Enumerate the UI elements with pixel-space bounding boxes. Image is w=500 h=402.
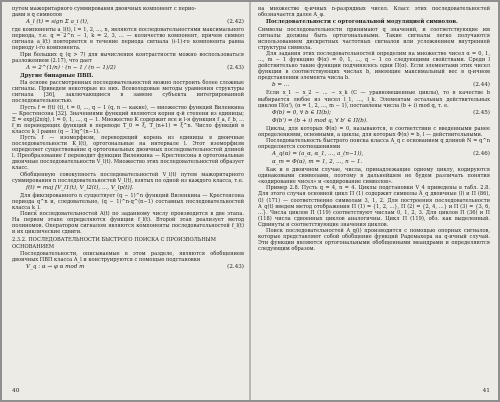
paragraph: При больших q (q > 7) для вычисления контрастности можно воспользоваться разложением (2.17), что дает <box>12 51 244 64</box>
equation-2-44 <box>26 185 244 192</box>
left-page <box>12 6 244 396</box>
equation-2-46 <box>272 151 490 158</box>
right-page <box>258 6 490 396</box>
equation-text: V_q : α → φ α mod m <box>26 264 85 270</box>
equation-number: (2.43) <box>227 64 244 71</box>
equation-number: (2.44) <box>473 82 490 89</box>
paragraph: На основе рассмотренных последовательностей можно построить более сложные сигналы. Приведем некоторые из них. Всеволодовые методы уравнения структуры сигнала [36], заключающиеся в замене субъекта интегрированной последовательностью. <box>12 80 244 105</box>
paragraph: Как и в двоичном случае, числа, принадлежащие одному циклу, кодируются одинаковыми символами, поэтому в дальнейшем не будем различать понятия «кодирование чисел» и «кодирование символов». <box>258 167 490 186</box>
equation-text: b = ... <box>272 82 290 89</box>
equation-text: Λ ≈ 2^(1/n) · (n − 1 / (n − 1)/2) <box>26 64 116 71</box>
equation-text: f(t) = maj [V_l1(t), V_l2(t), ..., V_lp(t)]. <box>26 184 134 191</box>
paragraph: Пусть f — изоморфизм, переводящий корень из единицы в двоичные последовательности K_l(t), ортогональные на интервале l. Этот изоморфизм определяет существование q ортогональных двоичных последовательностей длиной l. Преобразование f переводит функции Виленкина — Крестенсона в ортогональные двоичные последовательности V_l(t). Множество этих последовательностей образует класс. <box>12 135 244 172</box>
equation-2-44 <box>272 82 490 89</box>
section-heading: Другие бинарные ПВП. <box>20 72 94 79</box>
paragraph: на множестве q-ичных n-разрядных чисел. Класс этих последовательностей обозначается далее A_φ. <box>258 6 490 19</box>
equation-2-43 <box>26 65 244 72</box>
paragraph: где компоненты a_l(t), l = 1, 2, ..., n, являются последовательностями максимального периода, т.е. q = 2^n − 1, k = 2, 3, ... — количество компонент, причем символ сигнала a_l(t) повторяется в течение периода сигнала (i-1)-го компонента равна периоду i-го компонента. <box>12 27 244 52</box>
equation-number: (2.46) <box>473 151 490 158</box>
paragraph: Пусть f = f(t) (t), t = 0, ..., q − 1 (q, n — какие), — множество функций Виленкина — Крестенсона [32]. Значениями функций являются корни q-й степени из единицы; Ξ = exp(j2π/q), l = 0, 1, ..., q − 1. Множество K содержит все и l-я функция f_a, f_b, ... f_m переводящих функций в переводе T_0 = ξ, T_(n+1) = ξ^n. Число функций в классе k_l равно (q − 1)q^(n−1). <box>12 104 244 135</box>
example-paragraph: Пример 2.8. Пусть q = 4, n = 4. Циклы подстановки V_4 приведены в табл. 2.8. Для этого случая основной цикл Π (1) содержит символы A_q двоичные (l) и Π (86), (l) (171) — соответственно символам 3, 1, 2. Для построения последовательности A_q(t) введем метод отображения Π (1) = {1, 2, ...}, Π (2) = {2, 4, ...} и Π (3) = {3, 6, ...}. Числа циклов Π (119) соответствуют числам 0, 1, 2, 3. Для циклов Π (36) и Π (118) числа сдвоенных циклов аналогичны. Цикл Π (119), обз. как выделенный. Сдвинуты и соответствующие значения циклов. <box>258 185 490 228</box>
equation-number: (2.42) <box>227 19 244 26</box>
equation-text: Φ(b) = 0, ∀ b ∈ Π(b); <box>272 109 332 116</box>
paragraph: Для задания этих последовательностей определим на множестве чисел α = 0, 1, ..., m − 1 функцию Φ(α) = 0, 1, ..., q − 1 со следующими свойствами. Среди l действительно такие функции подчинялось одни Π(α). Если элементами этих чисел функции в соответствующих числах b, имеющие максимальный вес в q-ичном представлении элемента числа b. <box>258 50 490 82</box>
paragraph: Циклы, для которых Φ(α) = 0, называются, в соответствии с введенными ранее определениями, основными, а циклы, для которых Φ(α) = b, l — действительными. <box>258 125 490 138</box>
equation-text: α_m = Φ(α), m = 1, 2, ..., n − 1. <box>272 159 363 166</box>
paragraph: Символы последовательности принимают q значений, и соответствующие им сигналы должны быть ортогональными. Такие сигналы легко получаются использованием дискретных частотных сигналов или усложнением внутренней структуры символа. <box>258 26 490 51</box>
equation-2-46-line-2 <box>272 159 490 166</box>
equation-text: Φ(b') = (b + i) mod q, ∀ b' ∈ Π(b). <box>272 117 368 124</box>
book-spread <box>2 2 498 400</box>
paragraph: путем мажоритарного суммирования двоичных компонент с перио- дами в q символов <box>12 6 197 19</box>
equation-2-45-line-2 <box>272 118 490 125</box>
paragraph: Если x_1 − x_2 − ... − x_k (C — уравновешенные циклы), то в качестве b выбирается любое из чисел l_1, ..., l_k. Элементам остальных действительных циклов Π(α'), (α = 1, 2, ..., m − 1), поставлены числа (b + i) mod q, т. е. <box>258 90 490 109</box>
equation-number: (2.43) <box>227 264 244 270</box>
paragraph: Поиск последовательностей A(t) по заданному числу производится в две этапа. На первом этапе определяются функции f_l(t). Второй этап реализует метод полиномов. Оператором сигналом являются компоненты последовательностей f_l(t) и их циклические сдвиги. <box>12 211 244 236</box>
equation-2-42 <box>26 19 244 26</box>
paragraph: Последовательность быстрого поиска класса A_q с основанием q длиной N = q^n определяется соотношениями <box>258 137 490 150</box>
paragraph: Последовательности, описываемые в этом разделе, являются обобщением двоичных ПВП класса A_l и конструируются с помощью подстановки <box>12 250 244 263</box>
equation-text: A_l (t) = sign Σ a_i (t), <box>26 19 89 26</box>
page-number: 40 <box>12 388 20 394</box>
paragraph: Обобщенную совокупность последовательностей V_l(t) путем мажоритарного суммирования n последовательностей V_l(t), взятых по одной из каждого класса, т.е. <box>12 171 244 184</box>
page-number: 41 <box>482 388 490 394</box>
paragraph: Поиск последовательностей A_q(i) производится с помощью опорных сигналов, которые представляют собой обобщение функций Радемахера на q-ичный случай. Эти функции являются ортогональными обобщенными меандрами и определяются следующим образом. <box>258 228 490 253</box>
book-gutter <box>249 2 251 400</box>
subsection-heading: 2.3.2. ПОСЛЕДОВАТЕЛЬНОСТИ БЫСТРОГО ПОИСКА С ПРОИЗВОЛЬНЫМ ОСНОВАНИЕМ <box>12 237 217 250</box>
paragraph: Для фиксированного n существует (q − 1)^n функций Виленкина — Крестенсона периода q^n и, следовательно, (q − 1)^n·q^(n−1) составных последовательностей класса k_l. <box>12 192 244 211</box>
equation-2-45 <box>272 110 490 117</box>
equation-number: (2.45) <box>473 109 490 116</box>
section-heading: Последовательности с ортогональной модуляцией символов. <box>266 19 458 26</box>
equation-2-45 <box>26 264 244 271</box>
equation-text: A_q(α) = (a_α, α_1, ..., a_(n−1)), <box>272 151 364 158</box>
